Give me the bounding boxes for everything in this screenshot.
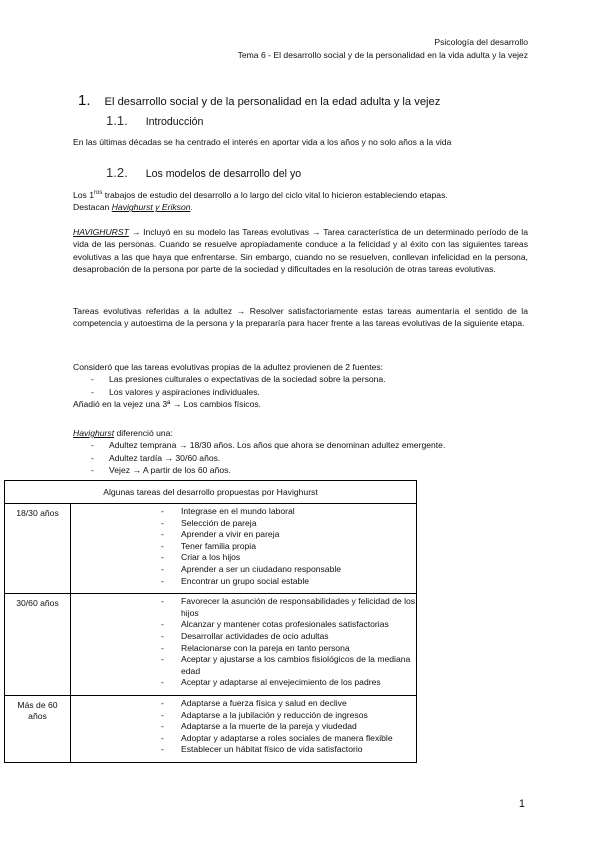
task-item: - Adaptarse a la muerte de la pareja y viudedad xyxy=(71,721,416,733)
list-item: - Los valores y aspiraciones individuales. xyxy=(73,386,528,398)
page-header xyxy=(238,36,528,62)
task-item: - Criar a los hijos xyxy=(71,552,416,564)
page-number: 1 xyxy=(518,798,525,810)
intro-superscript: ros xyxy=(94,190,103,196)
tasks-cell xyxy=(71,504,417,594)
age-line-1: Más de 60 xyxy=(17,699,58,710)
table-title: Algunas tareas del desarrollo propuestas por Havighurst xyxy=(5,481,417,504)
tareas-paragraph: Tareas evolutivas referidas a la adultez → Resolver satisfactoriamente estas tareas aumentaría el sentido de la competencia y autoestima de la persona y la prepararía para hacer frente a las tareas evolutivas de la siguiente etapa. xyxy=(73,306,528,329)
section-1-2-title: Los modelos de desarrollo del yo xyxy=(145,168,302,180)
task-item: - Integrase en el mundo laboral xyxy=(71,506,416,518)
havighurst-name: HAVIGHURST xyxy=(73,227,129,237)
authors-link: Havighurst y Erikson xyxy=(111,202,191,213)
destacan-text: Destacan xyxy=(73,202,112,213)
considero-text: Consideró que las tareas evolutivas propias de la adultez provienen de 2 fuentes: xyxy=(73,362,384,372)
task-item: - Alcanzar y mantener cotas profesionales satisfactorias xyxy=(71,619,416,631)
task-item: - Adaptarse a la jubilación y reducción de ingresos xyxy=(71,710,416,722)
intro-text-a: Los 1 xyxy=(73,189,95,200)
heading-section-1-1 xyxy=(106,113,203,128)
etapas-list xyxy=(73,439,528,476)
task-item: - Relacionarse con la pareja en tanto persona xyxy=(71,643,416,655)
models-intro-paragraph xyxy=(73,187,528,214)
anadio-text: Añadió en la vejez una 3ª → Los cambios físicos. xyxy=(73,399,262,410)
task-item: - Aceptar y adaptarse al envejecimiento de los padres xyxy=(71,677,416,689)
havighurst-paragraph xyxy=(73,226,528,276)
list-item: - Las presiones culturales o expectativas de la sociedad sobre la persona. xyxy=(73,373,528,385)
task-item: - Aprender a vivir en pareja xyxy=(71,529,416,541)
list-item: - Adultez tardía → 30/60 años. xyxy=(73,452,528,464)
task-item: - Aceptar y ajustarse a los cambios fisiológicos de la mediana edad xyxy=(71,654,416,677)
heading-section-1-2 xyxy=(106,165,301,180)
age-cell: 18/30 años xyxy=(5,504,71,594)
section-1-number: 1. xyxy=(78,92,91,109)
tasks-cell xyxy=(71,695,417,762)
developmental-tasks-table xyxy=(4,480,417,763)
havighurst-ref: Havighurst xyxy=(73,428,115,438)
list-item: - Vejez → A partir de los 60 años. xyxy=(73,464,528,476)
heading-section-1 xyxy=(78,92,440,109)
section-1-title: El desarrollo social y de la personalidad en la edad adulta y la vejez xyxy=(104,96,441,108)
etapas-block xyxy=(73,427,528,477)
task-item: - Favorecer la asunción de responsabilidades y felicidad de los hijos xyxy=(71,596,416,619)
period: . xyxy=(190,202,193,213)
table-row xyxy=(5,504,417,594)
tasks-cell xyxy=(71,594,417,696)
fuentes-block xyxy=(73,361,528,411)
intro-paragraph: En las últimas décadas se ha centrado el interés en aportar vida a los años y no solo años a la vida xyxy=(73,137,452,147)
task-item: - Tener familia propia xyxy=(71,541,416,553)
section-1-2-number: 1.2. xyxy=(106,165,128,180)
section-1-1-title: Introducción xyxy=(145,116,204,128)
section-1-1-number: 1.1. xyxy=(106,113,128,128)
task-item: - Selección de pareja xyxy=(71,518,416,530)
havighurst-text: → Incluyó en su modelo las Tareas evolutivas → Tarea característica de un determinado período de la vida de las personas. Cuando se resuelve apropiadamente conduce a la felicidad y al éxito con las siguientes tareas evolutivas a las que haya que enfrentarse. Sin embargo, cuando no se resuelven, conllevan infelicidad en la persona, desaprobación de la persona por parte de la sociedad y dificultades en la resolución de otras tareas evolutivas. xyxy=(73,227,528,275)
task-item: - Establecer un hábitat físico de vida satisfactorio xyxy=(71,744,416,756)
task-item: - Encontrar un grupo social estable xyxy=(71,576,416,588)
intro-text-b: trabajos de estudio del desarrollo a lo largo del ciclo vital lo hicieron estableciendo etapas. xyxy=(102,189,448,200)
table-row xyxy=(5,594,417,696)
header-topic: Tema 6 - El desarrollo social y de la personalidad en la vida adulta y la vejez xyxy=(237,50,528,60)
fuentes-list xyxy=(73,373,528,398)
task-item: - Adoptar y adaptarse a roles sociales de manera flexible xyxy=(71,733,416,745)
header-course: Psicología del desarrollo xyxy=(434,37,528,47)
diferencio-text: diferenció una: xyxy=(114,428,173,438)
age-cell xyxy=(5,695,71,762)
age-cell: 30/60 años xyxy=(5,594,71,696)
task-item: - Desarrollar actividades de ocio adultas xyxy=(71,631,416,643)
table-row xyxy=(5,695,417,762)
list-item: - Adultez temprana → 18/30 años. Los años que ahora se denominan adultez emergente. xyxy=(73,439,528,451)
age-line-2: años xyxy=(28,711,47,722)
task-item: - Adaptarse a fuerza física y salud en declive xyxy=(71,698,416,710)
task-item: - Aprender a ser un ciudadano responsable xyxy=(71,564,416,576)
